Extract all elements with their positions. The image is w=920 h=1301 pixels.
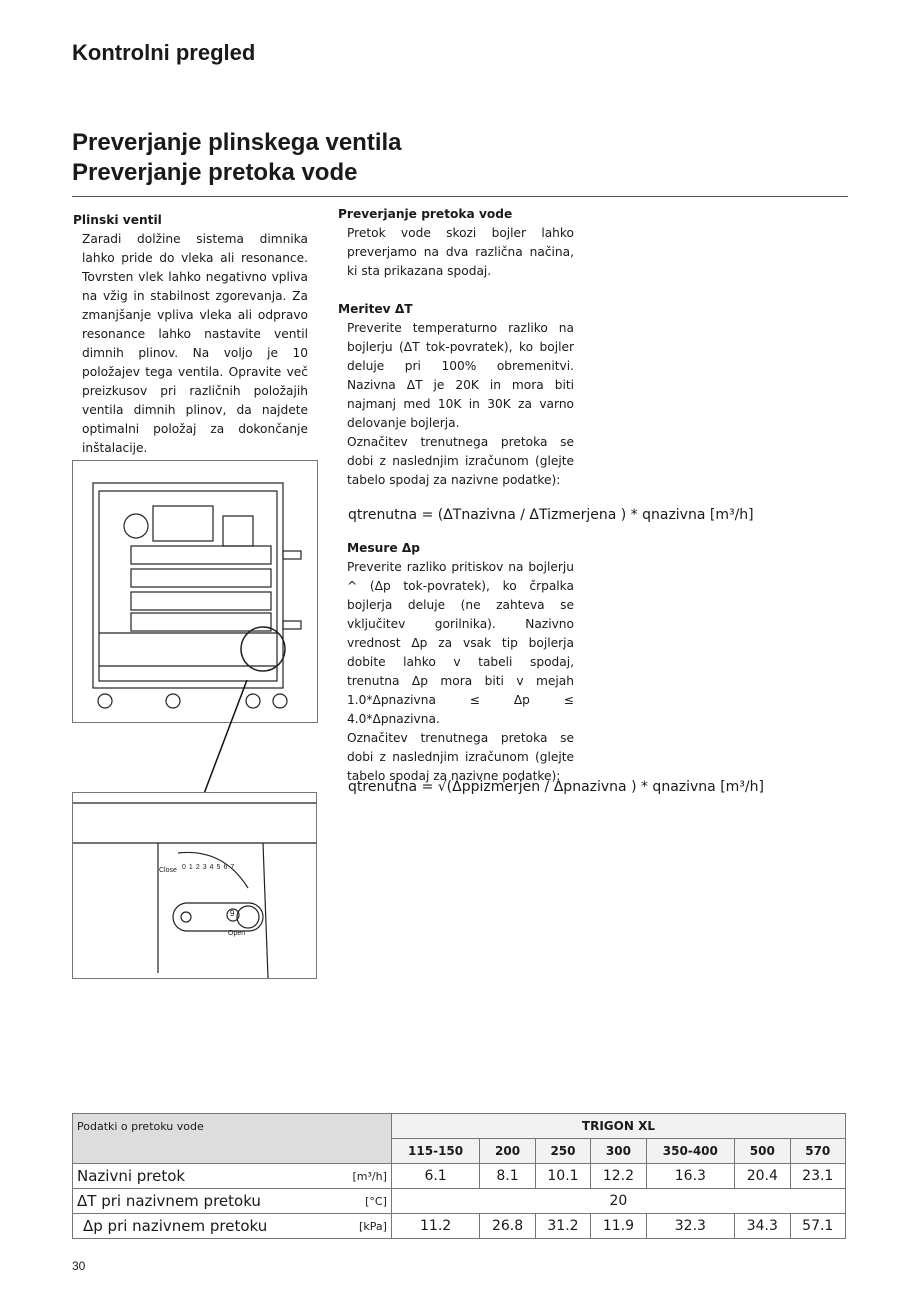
cell: 23.1 [790,1164,846,1189]
row-label: Nazivni pretok [73,1164,347,1189]
cell: 8.1 [480,1164,535,1189]
cell: 26.8 [480,1214,535,1239]
dp-formula: qtrenutna = √(Δppizmerjen / Δpnazivna ) * qnazivna [m³/h] [348,779,764,795]
row-unit: [m³/h] [347,1164,392,1189]
dt-formula: qtrenutna = (ΔTnazivna / ΔTizmerjena ) * qnazivna [m³/h] [348,507,754,523]
dial-mark: 6 [223,864,231,871]
model-header: TRIGON XL [391,1114,845,1139]
cell: 20 [391,1189,845,1214]
dt-text-1: Preverite temperaturno razliko na bojlerju (ΔT tok-povratek), ko bojler deluje pri 100% obremenitvi. Nazivna ΔT je 20K in mora biti najmanj med 10K in 30K za varno delovanje bojlerja. [347,321,574,430]
dp-title: Mesure Δp [347,541,421,555]
cell: 6.1 [391,1164,479,1189]
cell: 20.4 [735,1164,790,1189]
right-column [338,205,574,490]
boiler-drawing [72,460,318,723]
dial-scale [182,864,237,871]
water-flow-table [72,1113,846,1239]
table-row [73,1189,846,1214]
column-header: 200 [480,1139,535,1164]
cell: 34.3 [735,1214,790,1239]
dial-mark: 7 [230,864,238,871]
section-title: Kontrolni pregled [72,40,256,65]
cell: 16.3 [646,1164,734,1189]
dial-mark: 0 [182,864,189,871]
dial-position: 9 [230,909,235,918]
dial-open-label: Open [228,930,246,937]
column-header: 350-400 [646,1139,734,1164]
left-column [73,211,308,458]
row-label: ΔT pri nazivnem pretoku [73,1189,347,1214]
gas-valve-title: Plinski ventil [73,213,162,227]
cell: 11.9 [591,1214,646,1239]
cell: 10.1 [535,1164,590,1189]
dial-mark: 2 [195,864,203,871]
column-header: 300 [591,1139,646,1164]
table-row [73,1214,846,1239]
gas-valve-text: Zaradi dolžine sistema dimnika lahko pride do vleka ali resonance. Tovrsten vlek lahko negativno vpliva na vžig in stabilnost zgorevanja. Za zmanjšanje vpliva vleka ali odpravo resonance lahko nastavite ventil dimnih plinov. Na voljo je 10 položajev tega ventila. Opravite več preizkusov pri različnih položajih ventila dimnih plinov, da najdete optimalni položaj za dokončanje inštalacije. [82,232,308,455]
valve-detail-drawing [72,792,317,979]
dial-mark: 4 [209,864,217,871]
flow-title: Preverjanje pretoka vode [338,207,513,221]
dp-section [338,539,574,786]
dial-mark: 1 [188,864,196,871]
cell: 57.1 [790,1214,846,1239]
dial-mark: 3 [202,864,210,871]
column-header: 115-150 [391,1139,479,1164]
row-unit: [°C] [347,1189,392,1214]
table-header-label: Podatki o pretoku vode [73,1114,392,1164]
page-title-1: Preverjanje plinskega ventila [72,129,402,156]
dt-text-2: Označitev trenutnega pretoka se dobi z naslednjim izračunom (glejte tabelo spodaj za nazivne podatke): [347,435,574,487]
dp-text-1: Preverite razliko pritiskov na bojlerju ^ (Δp tok-povratek), ko črpalka bojlerja deluje (ne zahteva se vključitev gorilnika). Nazivno vrednost Δp za vsak tip bojlerja dobite lahko v tabeli spodaj, trenutna Δp mora biti v mejah 1.0*Δpnazivna ≤ Δp ≤ 4.0*Δpnazivna. [347,560,574,726]
cell: 11.2 [391,1214,479,1239]
cell: 12.2 [591,1164,646,1189]
divider [72,196,848,197]
dial-close-label: Close [159,867,177,874]
dial-mark: 5 [216,864,224,871]
table-row [73,1164,846,1189]
row-label: Δp pri nazivnem pretoku [73,1214,347,1239]
flow-text: Pretok vode skozi bojler lahko preverjamo na dva različna načina, ki sta prikazana spodaj. [347,226,574,278]
valve-dial-illustration [73,793,316,978]
page-number: 30 [72,1259,86,1273]
column-header: 250 [535,1139,590,1164]
dp-text-2: Označitev trenutnega pretoka se dobi z naslednjim izračunom (glejte tabelo spodaj za nazivne podatke): [347,731,574,783]
cell: 31.2 [535,1214,590,1239]
column-header: 500 [735,1139,790,1164]
column-header: 570 [790,1139,846,1164]
dt-title: Meritev ΔT [338,302,413,316]
row-unit: [kPa] [347,1214,392,1239]
boiler-illustration [73,461,317,722]
cell: 32.3 [646,1214,734,1239]
page-title-2: Preverjanje pretoka vode [72,159,358,186]
